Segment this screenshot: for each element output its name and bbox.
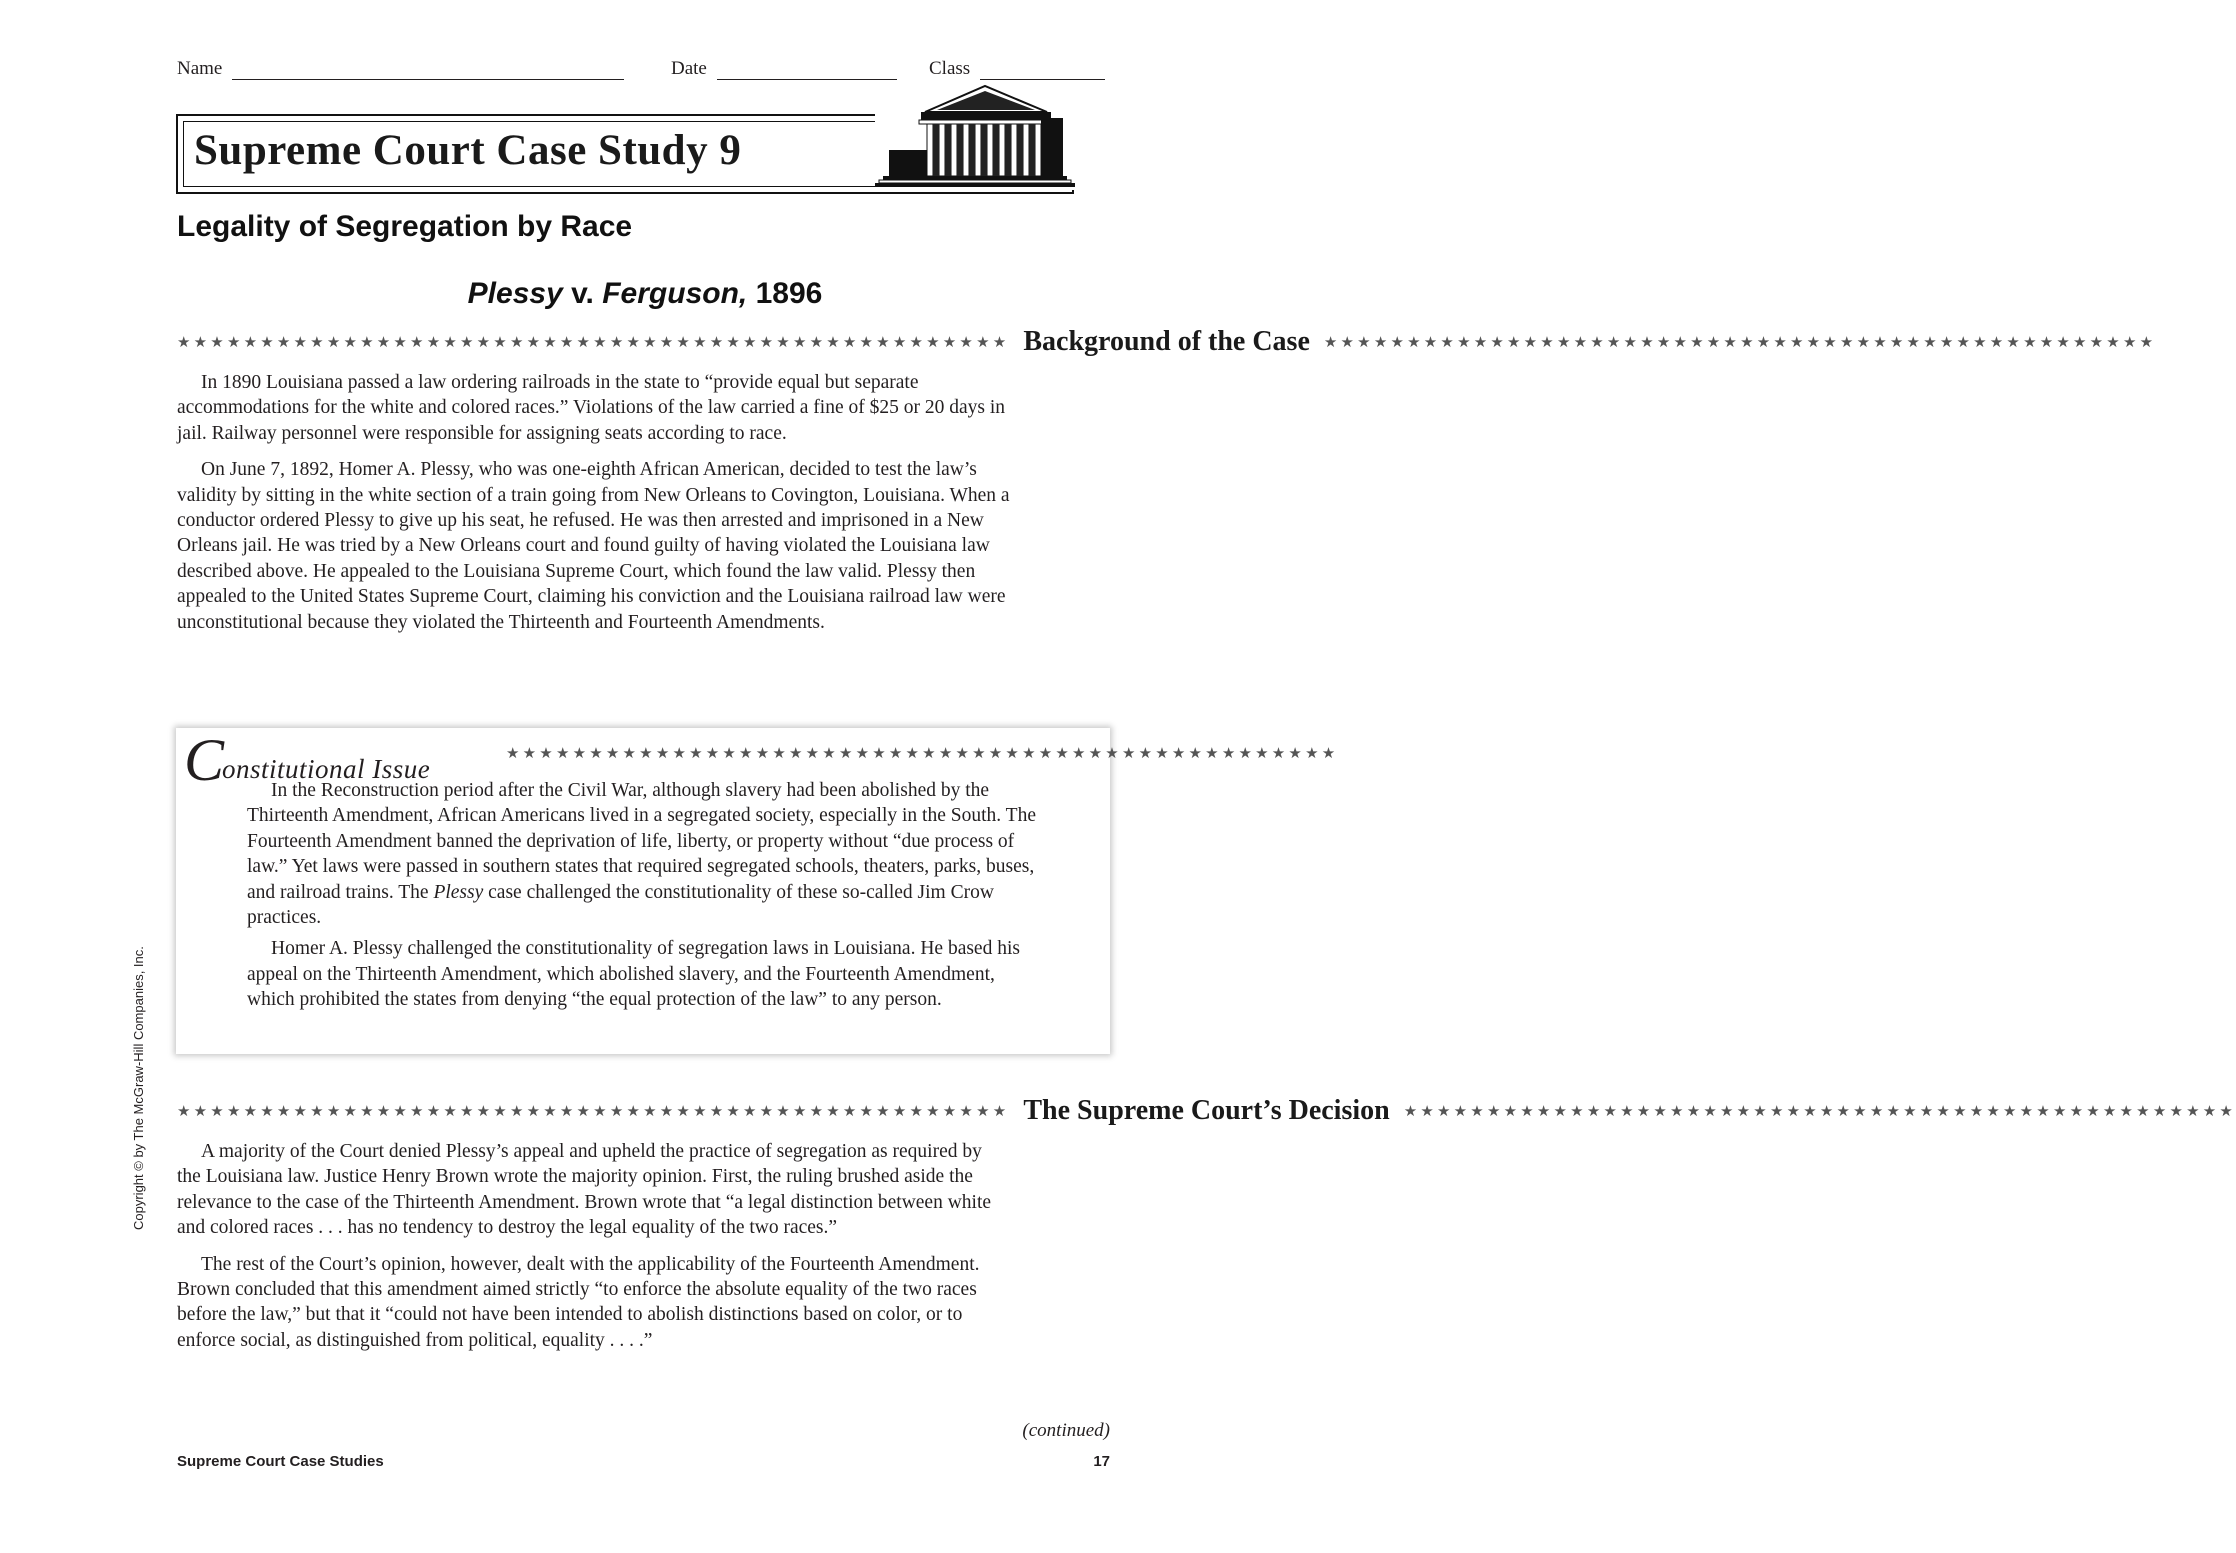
name-label: Name bbox=[177, 58, 223, 79]
star-divider-right: ★★★★★★★★★★★★★★★★★★★★★★★★★★★★★★★★★★★★★★★★★★★★★★★★★★ bbox=[1323, 333, 2157, 351]
star-divider: ★★★★★★★★★★★★★★★★★★★★★★★★★★★★★★★★★★★★★★★★★★★★★★★★★★ bbox=[506, 744, 1339, 762]
supreme-court-building-icon bbox=[875, 80, 1075, 190]
case-plaintiff: Plessy bbox=[467, 277, 563, 310]
name-field[interactable] bbox=[177, 58, 624, 80]
class-field[interactable] bbox=[929, 58, 1105, 80]
star-divider-left: ★★★★★★★★★★★★★★★★★★★★★★★★★★★★★★★★★★★★★★★★★★★★★★★★★★ bbox=[177, 1102, 1010, 1120]
star-divider-left: ★★★★★★★★★★★★★★★★★★★★★★★★★★★★★★★★★★★★★★★★★★★★★★★★★★ bbox=[177, 333, 1010, 351]
constitutional-paragraph-2: Homer A. Plessy challenged the constitutionality of segregation laws in Louisiana. He based his appeal on the Thirteenth Amendment, which abolished slavery, and the Fourteenth Amendment, which prohibited the states from denying “the equal protection of the law” to any person. bbox=[247, 938, 1020, 1011]
star-divider-right: ★★★★★★★★★★★★★★★★★★★★★★★★★★★★★★★★★★★★★★★★★★★★★★★★★★ bbox=[1403, 1102, 2236, 1120]
background-heading: Background of the Case bbox=[1023, 326, 1310, 357]
footer-book-title: Supreme Court Case Studies bbox=[177, 1453, 384, 1470]
class-blank[interactable] bbox=[980, 61, 1105, 80]
heading-initial: C bbox=[184, 727, 225, 793]
case-name bbox=[0, 277, 1290, 311]
decision-paragraph-1: A majority of the Court denied Plessy’s appeal and upheld the practice of segregation as required by the Louisiana law. Justice Henry Brown wrote the majority opinion. First, the ruling brushed aside the relevance to the case of the Thirteenth Amendment. Brown wrote that “a legal distinction between white and colored races . . . has no tendency to destroy the legal equality of the two races.” bbox=[177, 1141, 992, 1239]
page-title: Supreme Court Case Study 9 bbox=[194, 127, 742, 174]
background-section bbox=[177, 370, 1012, 635]
constitutional-issue-box bbox=[176, 727, 1339, 1054]
background-heading-row bbox=[177, 326, 2157, 358]
name-blank[interactable] bbox=[232, 61, 624, 80]
case-versus: v. bbox=[562, 277, 603, 310]
copyright-notice: Copyright © by The McGraw-Hill Companies, Inc. bbox=[131, 946, 146, 1230]
lesson-subtitle: Legality of Segregation by Race bbox=[177, 210, 633, 243]
date-blank[interactable] bbox=[717, 61, 897, 80]
decision-section bbox=[177, 1139, 1007, 1353]
class-label: Class bbox=[929, 58, 971, 79]
constitutional-paragraph-1: In the Reconstruction period after the Civil War, although slavery had been abolished by the Thirteenth Amendment, African Americans lived in a segregated society, especially in the South. The Fourteenth Amendment banned the deprivation of life, liberty, or property without “due process of law.” Yet laws were passed in southern states that required segregated schools, theaters, parks, buses, and railroad trains. The Plessy case challenged the constitutionality of these so-called Jim Crow practices. bbox=[247, 780, 1036, 929]
decision-heading-row bbox=[177, 1095, 2236, 1127]
case-year: 1896 bbox=[747, 277, 823, 310]
decision-heading: The Supreme Court’s Decision bbox=[1023, 1095, 1390, 1126]
page-number: 17 bbox=[1093, 1453, 1110, 1470]
background-paragraph-2: On June 7, 1892, Homer A. Plessy, who was one-eighth African American, decided to test the law’s validity by sitting in the white section of a train going from New Orleans to Covington, Louisiana. When a conductor ordered Plessy to give up his seat, he refused. He was then arrested and imprisoned in a New Orleans jail. He was tried by a New Orleans court and found guilty of having violated the Louisiana law described above. He appealed to the Louisiana Supreme Court, which found the law valid. Plessy then appealed to the United States Supreme Court, claiming his conviction and the Louisiana railroad law were unconstitutional because they violated the Thirteenth and Fourteenth Amendments. bbox=[177, 459, 1010, 633]
date-field[interactable] bbox=[671, 58, 897, 80]
date-label: Date bbox=[671, 58, 707, 79]
decision-paragraph-2: The rest of the Court’s opinion, however, dealt with the applicability of the Fourteenth Amendment. Brown concluded that this amendment aimed strictly “to enforce the absolute equality of the two races before the law,” but that it “could not have been intended to abolish distinctions based on color, or to enforce social, as distinguished from political, equality . . . .” bbox=[177, 1253, 980, 1351]
background-paragraph-1: In 1890 Louisiana passed a law ordering railroads in the state to “provide equal but separate accommodations for the white and colored races.” Violations of the law carried a fine of $25 or 20 days in jail. Railway personnel were responsible for assigning seats according to race. bbox=[177, 372, 1006, 444]
continued-note: (continued) bbox=[1022, 1420, 1110, 1441]
heading-rest: onstitutional Issue bbox=[222, 754, 431, 784]
case-defendant: Ferguson, bbox=[602, 277, 748, 310]
